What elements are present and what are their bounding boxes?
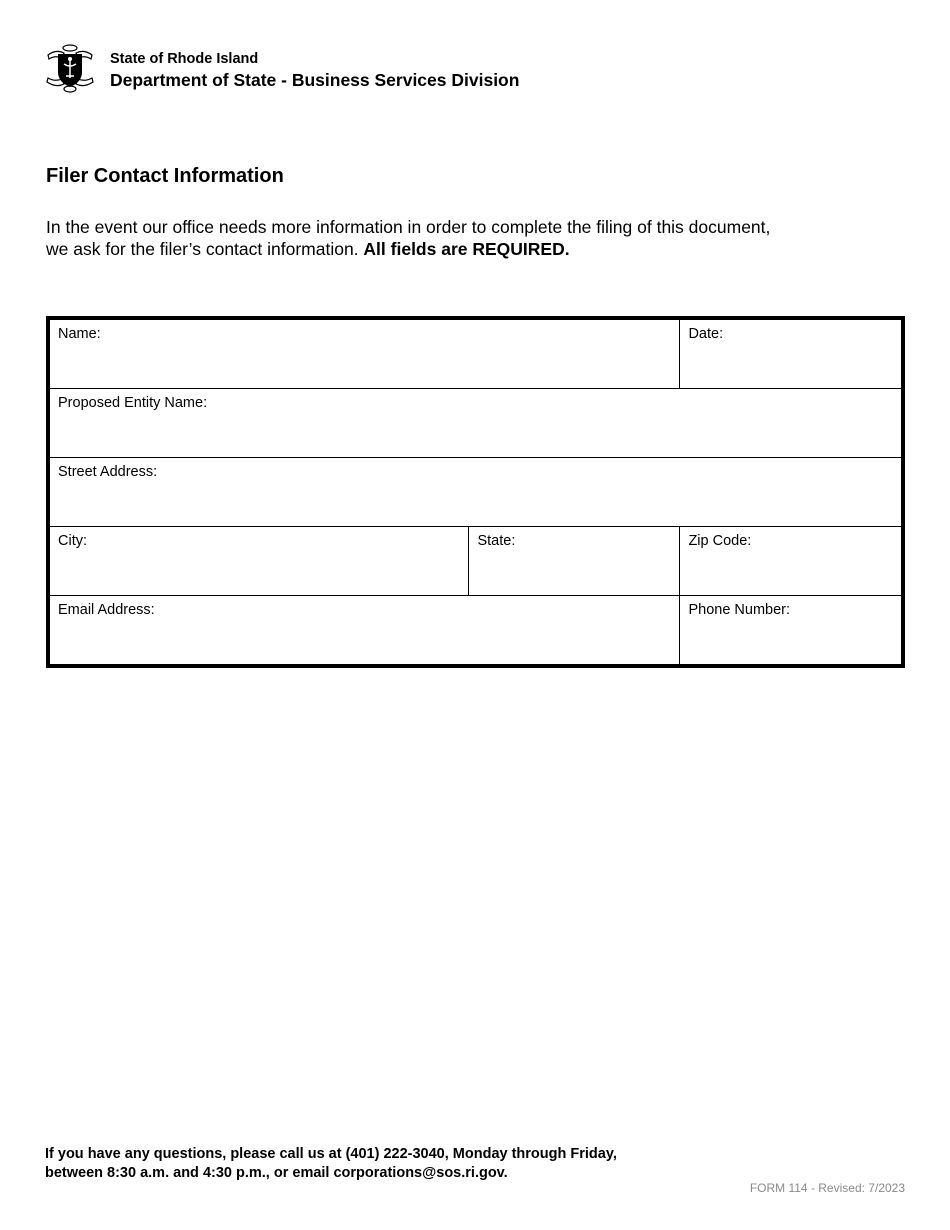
city-label: City: [58, 533, 87, 549]
phone-label: Phone Number: [688, 602, 791, 618]
footer-contact [45, 1145, 617, 1183]
date-field[interactable] [680, 318, 903, 389]
header-text [110, 51, 519, 91]
footer-line-2: between 8:30 a.m. and 4:30 p.m., or email corporations@sos.ri.gov. [45, 1165, 508, 1181]
entity-name-field[interactable] [48, 389, 903, 458]
contact-form-table [46, 316, 905, 668]
name-label: Name: [58, 326, 101, 342]
date-label: Date: [688, 326, 724, 342]
state-seal-icon [44, 42, 96, 94]
street-address-field[interactable] [48, 458, 903, 527]
state-label: State: [477, 533, 516, 549]
page-header [44, 42, 519, 94]
name-field[interactable] [48, 318, 680, 389]
state-name: State of Rhode Island [110, 51, 259, 67]
form-revision: FORM 114 - Revised: 7/2023 [749, 1181, 905, 1195]
page-title: Filer Contact Information [46, 165, 284, 187]
city-field[interactable] [48, 527, 469, 596]
state-field[interactable] [469, 527, 680, 596]
phone-field[interactable] [680, 596, 903, 667]
email-label: Email Address: [58, 602, 155, 618]
required-note: All fields are REQUIRED. [363, 239, 570, 259]
zip-code-label: Zip Code: [688, 533, 752, 549]
street-address-label: Street Address: [58, 464, 158, 480]
zip-code-field[interactable] [680, 527, 903, 596]
intro-paragraph [46, 216, 786, 260]
department-name: Department of State - Business Services Division [110, 70, 520, 90]
footer-line-1: If you have any questions, please call us at (401) 222-3040, Monday through Friday, [45, 1146, 617, 1162]
email-field[interactable] [48, 596, 680, 667]
entity-name-label: Proposed Entity Name: [58, 395, 208, 411]
intro-text: In the event our office needs more information in order to complete the filing of this document, we ask for the filer’s contact information. [46, 217, 771, 259]
